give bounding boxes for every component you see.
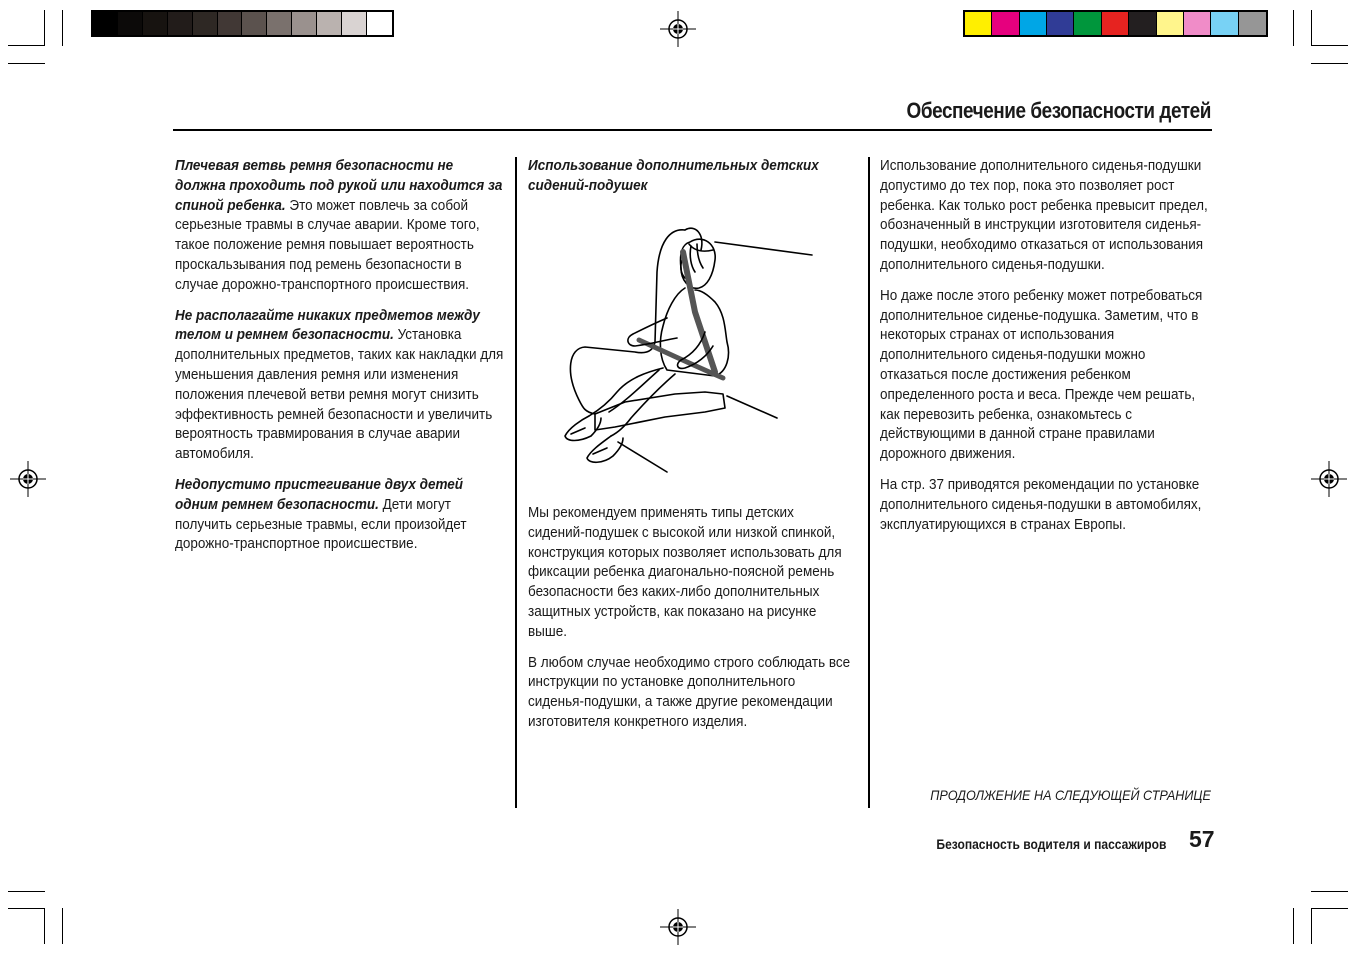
body-paragraph: Мы рекомендуем применять типы детских сидений-подушек с высокой или низкой спинкой, конструкция которых позволяет использовать для фиксации ребенка диагонально-поясной ремень безопасности без каких-либо дополнительных защитных устройств, как показано на рисунке выше. (528, 504, 842, 640)
section-footer-label: Безопасность водителя и пассажиров (936, 836, 1166, 852)
registration-mark-bottom (660, 909, 696, 945)
body-paragraph: На стр. 37 приводятся рекомендации по установке дополнительного сиденья-подушки в автомобилях, эксплуатирующихся в странах Европы. (880, 475, 1202, 533)
warning-text: Это может повлечь за собой серьезные травмы в случае аварии. Кроме того, такое положение ремня повышает вероятность проскальзывания под ремень безопасности в случае дорожно-транспортного происшествия. (175, 196, 480, 293)
color-swatch (342, 12, 367, 35)
color-swatch (118, 12, 143, 35)
color-swatch (267, 12, 292, 35)
color-swatch (1129, 12, 1156, 35)
color-swatch (1020, 12, 1047, 35)
column-1 (175, 156, 506, 565)
body-paragraph: Использование дополнительного сиденья-подушки допустимо до тех пор, пока это позволяет рост ребенка. Как только рост ребенка превысит предел, обозначенный в инструкции изготовителя сиденья-подушки, необходимо отказаться от использования дополнительного сиденья-подушки. (880, 157, 1208, 273)
warning-paragraph-shoulder-belt (175, 156, 506, 295)
color-swatch (1047, 12, 1074, 35)
warning-text: Установка дополнительных предметов, таких как накладки для уменьшения давления ремня или изменения положения плечевой ветви ремня могут снизить эффективность ремней безопасности и увеличить вероятность травмирования в случае аварии автомобиля. (175, 326, 504, 463)
color-swatch (1184, 12, 1211, 35)
warning-heading: Плечевая ветвь ремня безопасности не должна проходить под рукой или находится за спиной ребенка. (175, 157, 503, 214)
column-3 (880, 156, 1213, 545)
body-paragraph: Но даже после этого ребенку может потребоваться дополнительное сиденье-подушка. Заметим, что в некоторых странах от использования дополнительного сиденья-подушки можно отказаться после достижения ребенком определенного роста и веса. Прежде чем решать, как перевозить ребенка, ознакомьтесь с действующими в данной стране правилами дорожного движения. (880, 286, 1203, 463)
color-swatch (1157, 12, 1184, 35)
color-swatch (168, 12, 193, 35)
warning-paragraph-objects (175, 306, 506, 464)
header-rule (173, 129, 1212, 131)
registration-mark-left (10, 461, 46, 497)
color-swatch (965, 12, 992, 35)
color-swatch (992, 12, 1019, 35)
continued-notice: ПРОДОЛЖЕНИЕ НА СЛЕДУЮЩЕЙ СТРАНИЦЕ (930, 787, 1211, 803)
color-swatch (1102, 12, 1129, 35)
color-swatch (317, 12, 342, 35)
warning-heading: Не располагайте никаких предметов между телом и ремнем безопасности. (175, 306, 480, 344)
color-swatch (367, 12, 392, 35)
column-divider-1 (515, 157, 517, 808)
page-title: Обеспечение безопасности детей (906, 98, 1211, 123)
booster-seat-illustration (555, 222, 817, 474)
column-divider-2 (868, 157, 870, 808)
color-swatch (1211, 12, 1238, 35)
color-swatch (218, 12, 243, 35)
process-color-bar (963, 10, 1268, 37)
color-swatch (1239, 12, 1266, 35)
warning-paragraph-two-children (175, 475, 506, 554)
warning-text: Дети могут получить серьезные травмы, если произойдет дорожно-транспортное происшествие. (175, 495, 467, 553)
color-swatch (93, 12, 118, 35)
section-heading: Использование дополнительных детских сидений-подушек (528, 157, 819, 194)
grayscale-color-bar (91, 10, 394, 37)
registration-mark-right (1311, 461, 1347, 497)
color-swatch (143, 12, 168, 35)
column-2 (528, 156, 854, 207)
column-2-body (528, 503, 854, 743)
color-swatch (1074, 12, 1101, 35)
color-swatch (292, 12, 317, 35)
registration-mark-top (660, 11, 696, 47)
page-number: 57 (1189, 826, 1215, 852)
body-paragraph: В любом случае необходимо строго соблюдать все инструкции по установке дополнительного сиденья-подушки, а также другие рекомендации изготовителя конкретного изделия. (528, 653, 851, 730)
color-swatch (242, 12, 267, 35)
warning-heading: Недопустимо пристегивание двух детей одним ремнем безопасности. (175, 475, 464, 513)
color-swatch (193, 12, 218, 35)
